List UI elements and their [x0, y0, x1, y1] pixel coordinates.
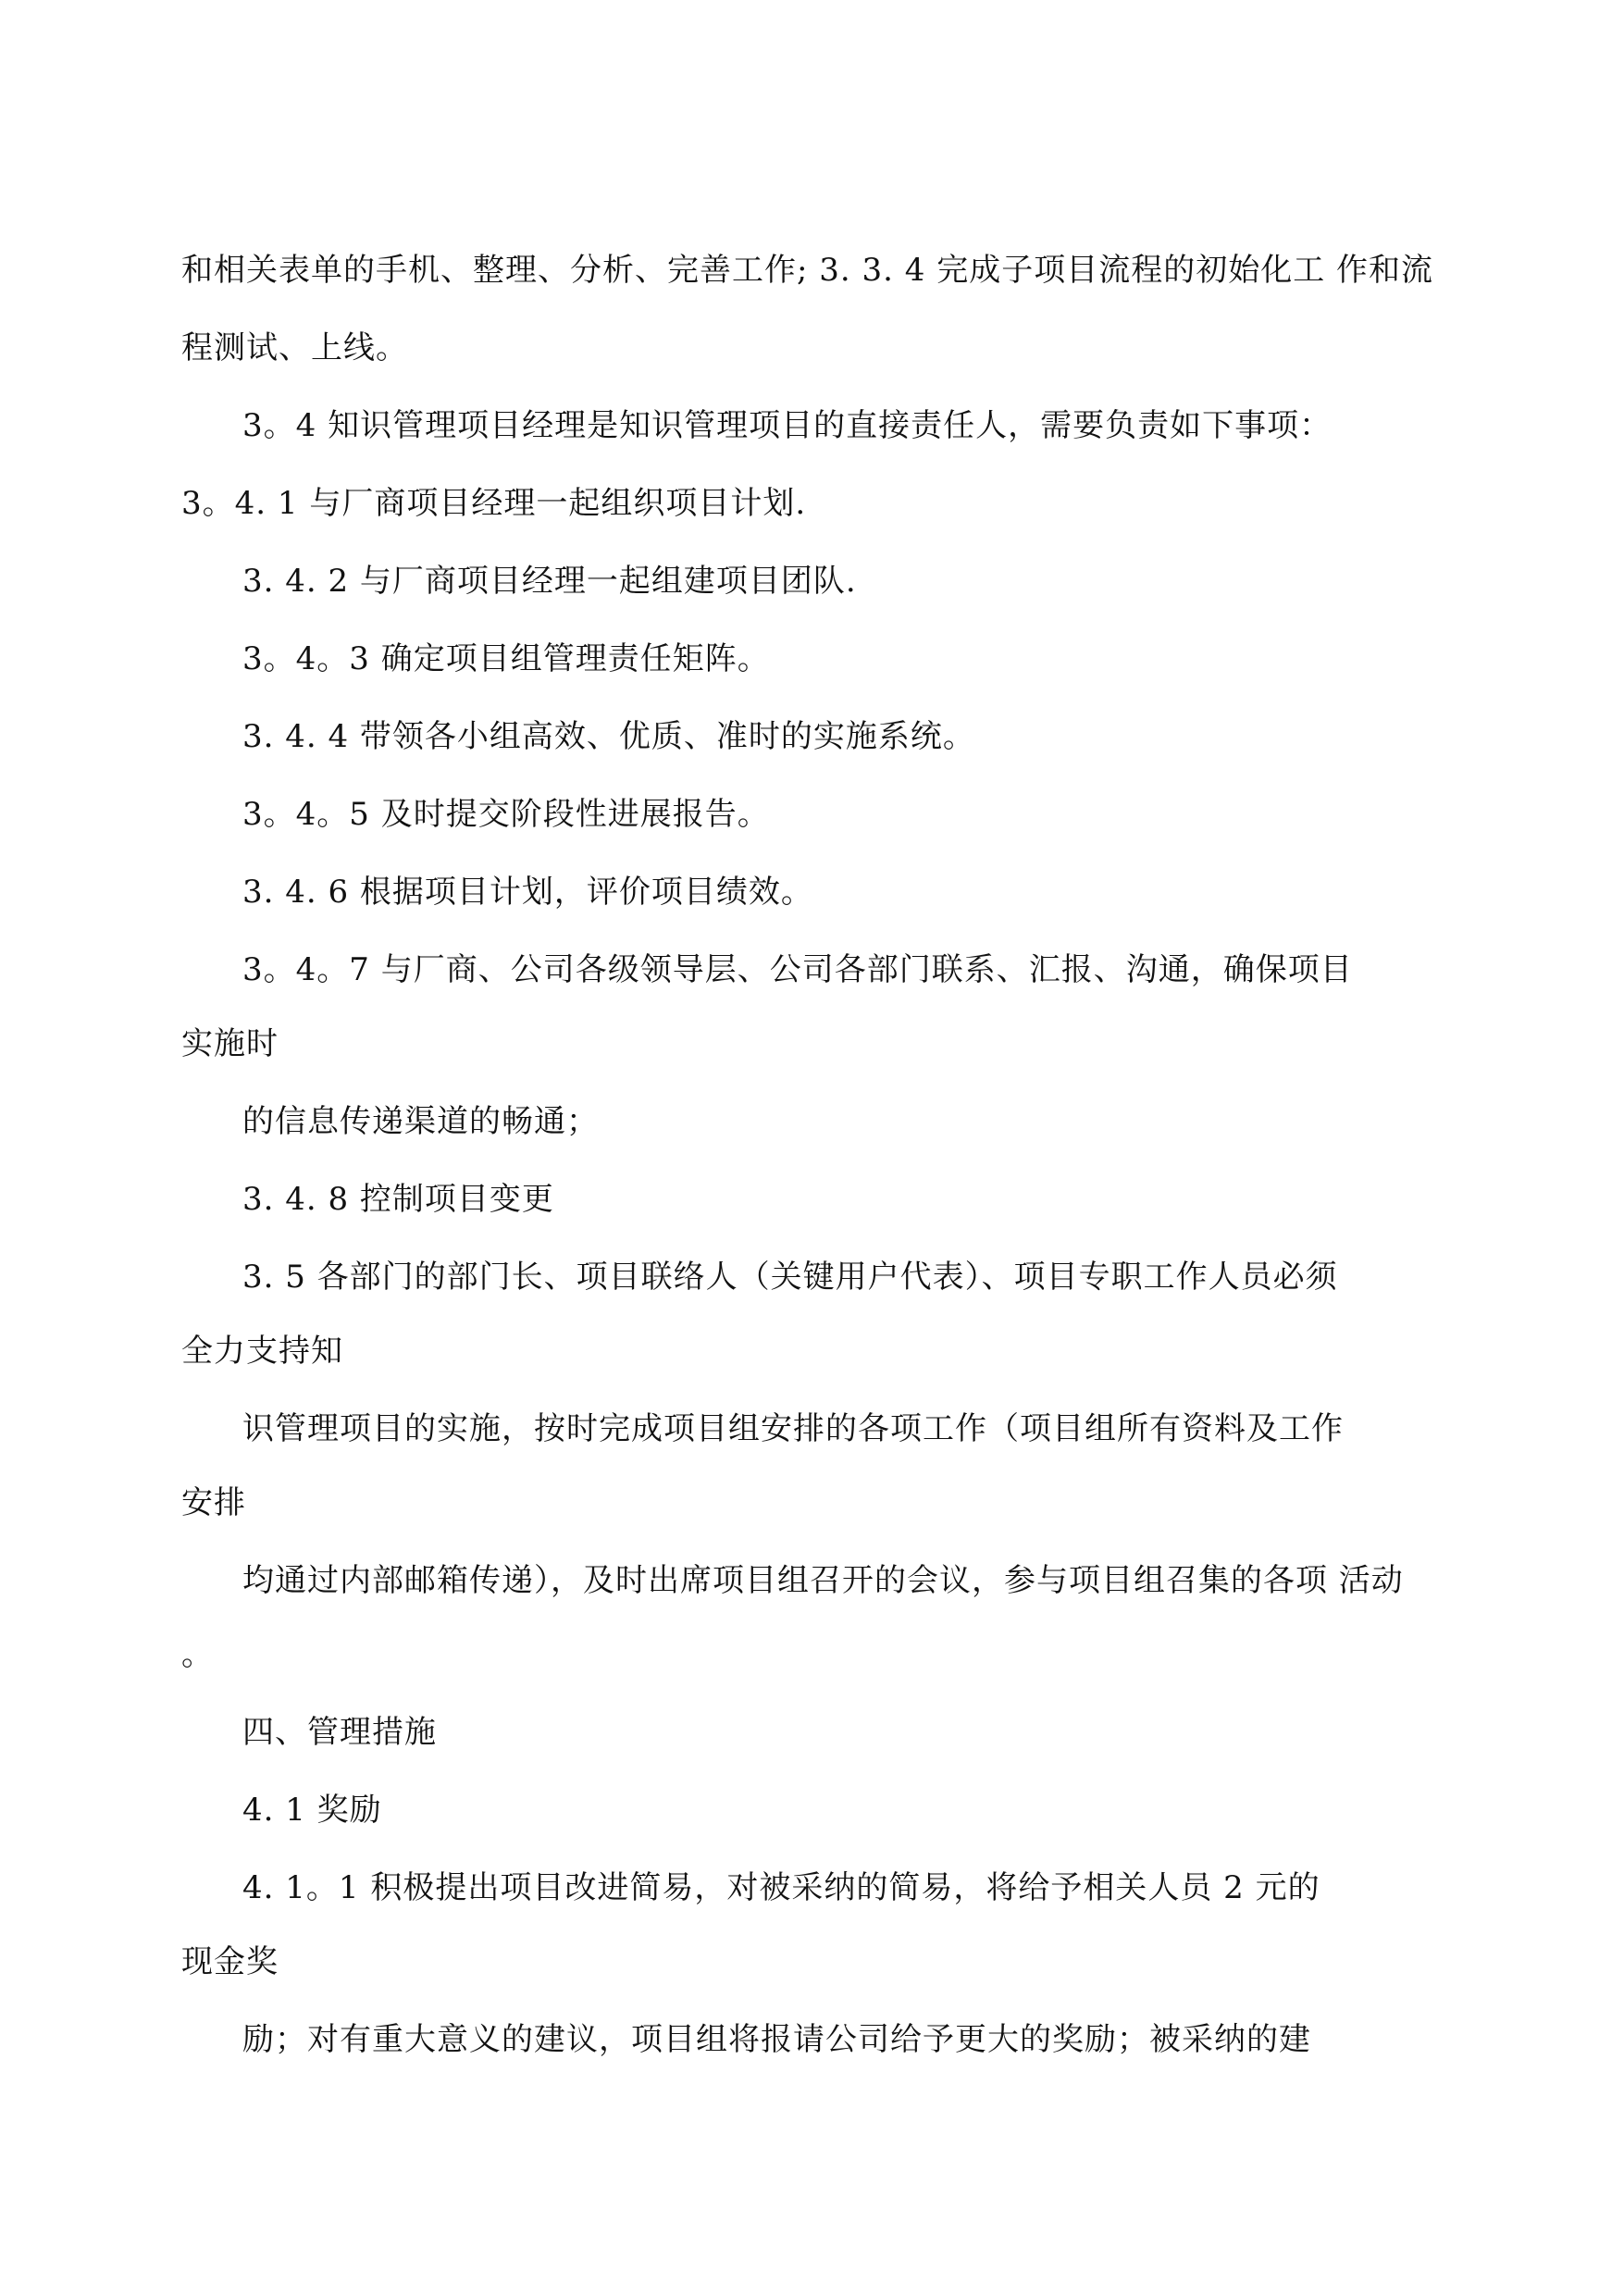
text-line: 识管理项目的实施，按时完成项目组安排的各项工作（项目组所有资料及工作 — [242, 1410, 1344, 1447]
text-line: 均通过内部邮箱传递），及时出席项目组召开的会议，参与项目组召集的各项 活动 — [242, 1562, 1404, 1599]
text-line: 和相关表单的手机、整理、分析、完善工作; 3. 3. 4 完成子项目流程的初始化工 作和流 — [181, 252, 1434, 289]
text-line: 3。4. 1 与厂商项目经理一起组织项目计划. — [181, 485, 807, 522]
subsection-heading: 4. 1 奖励 — [242, 1792, 382, 1829]
text-line: 的信息传递渠道的畅通； — [242, 1103, 599, 1140]
text-line: 程测试、上线。 — [181, 329, 408, 366]
text-line: 全力支持知 — [181, 1333, 343, 1370]
text-line: 3. 4. 4 带领各小组高效、优质、准时的实施系统。 — [242, 718, 975, 755]
text-line: 4. 1。1 积极提出项目改进简易，对被采纳的简易，将给予相关人员 2 元的 — [242, 1869, 1320, 1906]
text-line: 。 — [181, 1636, 214, 1673]
text-line: 3. 4. 6 根据项目计划，评价项目绩效。 — [242, 874, 813, 911]
text-line: 3。4 知识管理项目经理是知识管理项目的直接责任人，需要负责如下事项： — [242, 407, 1333, 444]
text-line: 励；对有重大意义的建议，项目组将报请公司给予更大的奖励；被采纳的建 — [242, 2021, 1311, 2058]
text-line: 3。4。7 与厂商、公司各级领导层、公司各部门联系、汇报、沟通，确保项目 — [242, 951, 1353, 988]
text-line: 3. 4. 2 与厂商项目经理一起组建项目团队. — [242, 563, 857, 600]
section-heading: 四、管理措施 — [242, 1714, 437, 1751]
text-line: 现金奖 — [181, 1943, 279, 1980]
text-line: 3. 5 各部门的部门长、项目联络人（关键用户代表）、项目专职工作人员必须 — [242, 1259, 1338, 1296]
text-line: 实施时 — [181, 1025, 279, 1062]
text-line: 3. 4. 8 控制项目变更 — [242, 1181, 554, 1218]
text-line: 安排 — [181, 1484, 246, 1521]
text-line: 3。4。3 确定项目组管理责任矩阵。 — [242, 640, 770, 677]
text-line: 3。4。5 及时提交阶段性进展报告。 — [242, 796, 770, 833]
